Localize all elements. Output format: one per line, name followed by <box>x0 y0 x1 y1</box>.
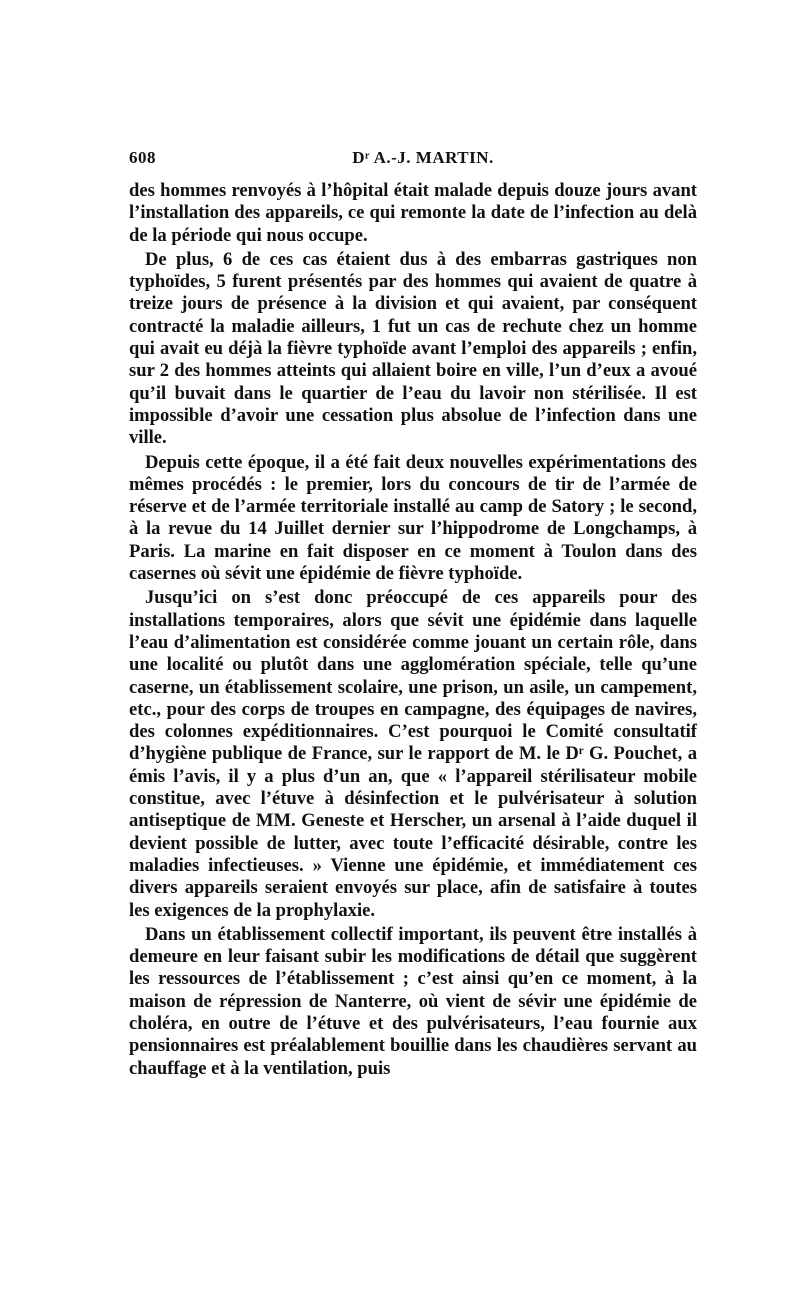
body-text <box>129 180 697 1080</box>
paragraph-new-experiments: Depuis cette époque, il a été fait deux nouvelles expérimentations des mêmes procédés : le premier, lors du concours de tir de l’armée de réserve et de l’armée territoriale installé au camp de Satory ; le second, à la revue du 14 Juillet dernier sur l’hippodrome de Longchamps, à Paris. La marine en fait disposer en ce moment à Toulon dans des casernes où sévit une épidémie de fièvre typhoïde. <box>129 451 697 585</box>
running-header-author: Dʳ A.-J. MARTIN. <box>352 148 494 167</box>
paragraph-continued: des hommes renvoyés à l’hôpital était malade depuis douze jours avant l’installation des appareils, ce qui remonte la date de l’infection au delà de la période qui nous occupe. <box>129 180 697 246</box>
paragraph-case-details: De plus, 6 de ces cas étaient dus à des embarras gastriques non typhoïdes, 5 furent présentés par des hommes qui avaient de quatre à treize jours de présence à la division et qui avaient, par conséquent contracté la maladie ailleurs, 1 fut un cas de rechute chez un homme qui avait eu déjà la fièvre typhoïde avant l’emploi des appareils ; enfin, sur 2 des hommes atteints qui allaient boire en ville, l’un d’eux a avoué qu’il buvait dans le quartier de l’eau du lavoir non stérilisée. Il est impossible d’avoir une cessation plus absolue de l’infection dans une ville. <box>129 248 697 449</box>
page-number: 608 <box>129 148 156 167</box>
paragraph-permanent-installations: Dans un établissement collectif important, ils peuvent être installés à demeure en leur faisant subir les modifications de détail que suggèrent les ressources de l’établissement ; c’est ainsi qu’en ce moment, à la maison de répression de Nanterre, où vient de sévir une épidémie de choléra, en outre de l’étuve et des pulvérisateurs, l’eau fournie aux pensionnaires est préalablement bouillie dans les chaudières servant au chauffage et à la ventilation, puis <box>129 923 697 1079</box>
document-page <box>129 148 697 1082</box>
paragraph-temporary-installations: Jusqu’ici on s’est donc préoccupé de ces appareils pour des installations temporaires, alors que sévit une épidémie dans laquelle l’eau d’alimentation est considérée comme jouant un certain rôle, dans une localité ou plutôt dans une agglomération spéciale, telle qu’une caserne, un établissement scolaire, une prison, un asile, un campement, etc., pour des corps de troupes en campagne, des équipages de navires, des colonnes expéditionnaires. C’est pourquoi le Comité consultatif d’hygiène publique de France, sur le rapport de M. le Dʳ G. Pouchet, a émis l’avis, il y a plus d’un an, que « l’appareil stérilisateur mobile constitue, avec l’étuve à désinfection et le pulvérisateur à solution antiseptique de MM. Geneste et Herscher, un arsenal à l’aide duquel il devient possible de lutter, avec toute l’efficacité désirable, contre les maladies infectieuses. » Vienne une épidémie, et immédiatement ces divers appareils seraient envoyés sur place, afin de satisfaire à toutes les exigences de la prophylaxie. <box>129 587 697 921</box>
running-header <box>129 148 697 172</box>
